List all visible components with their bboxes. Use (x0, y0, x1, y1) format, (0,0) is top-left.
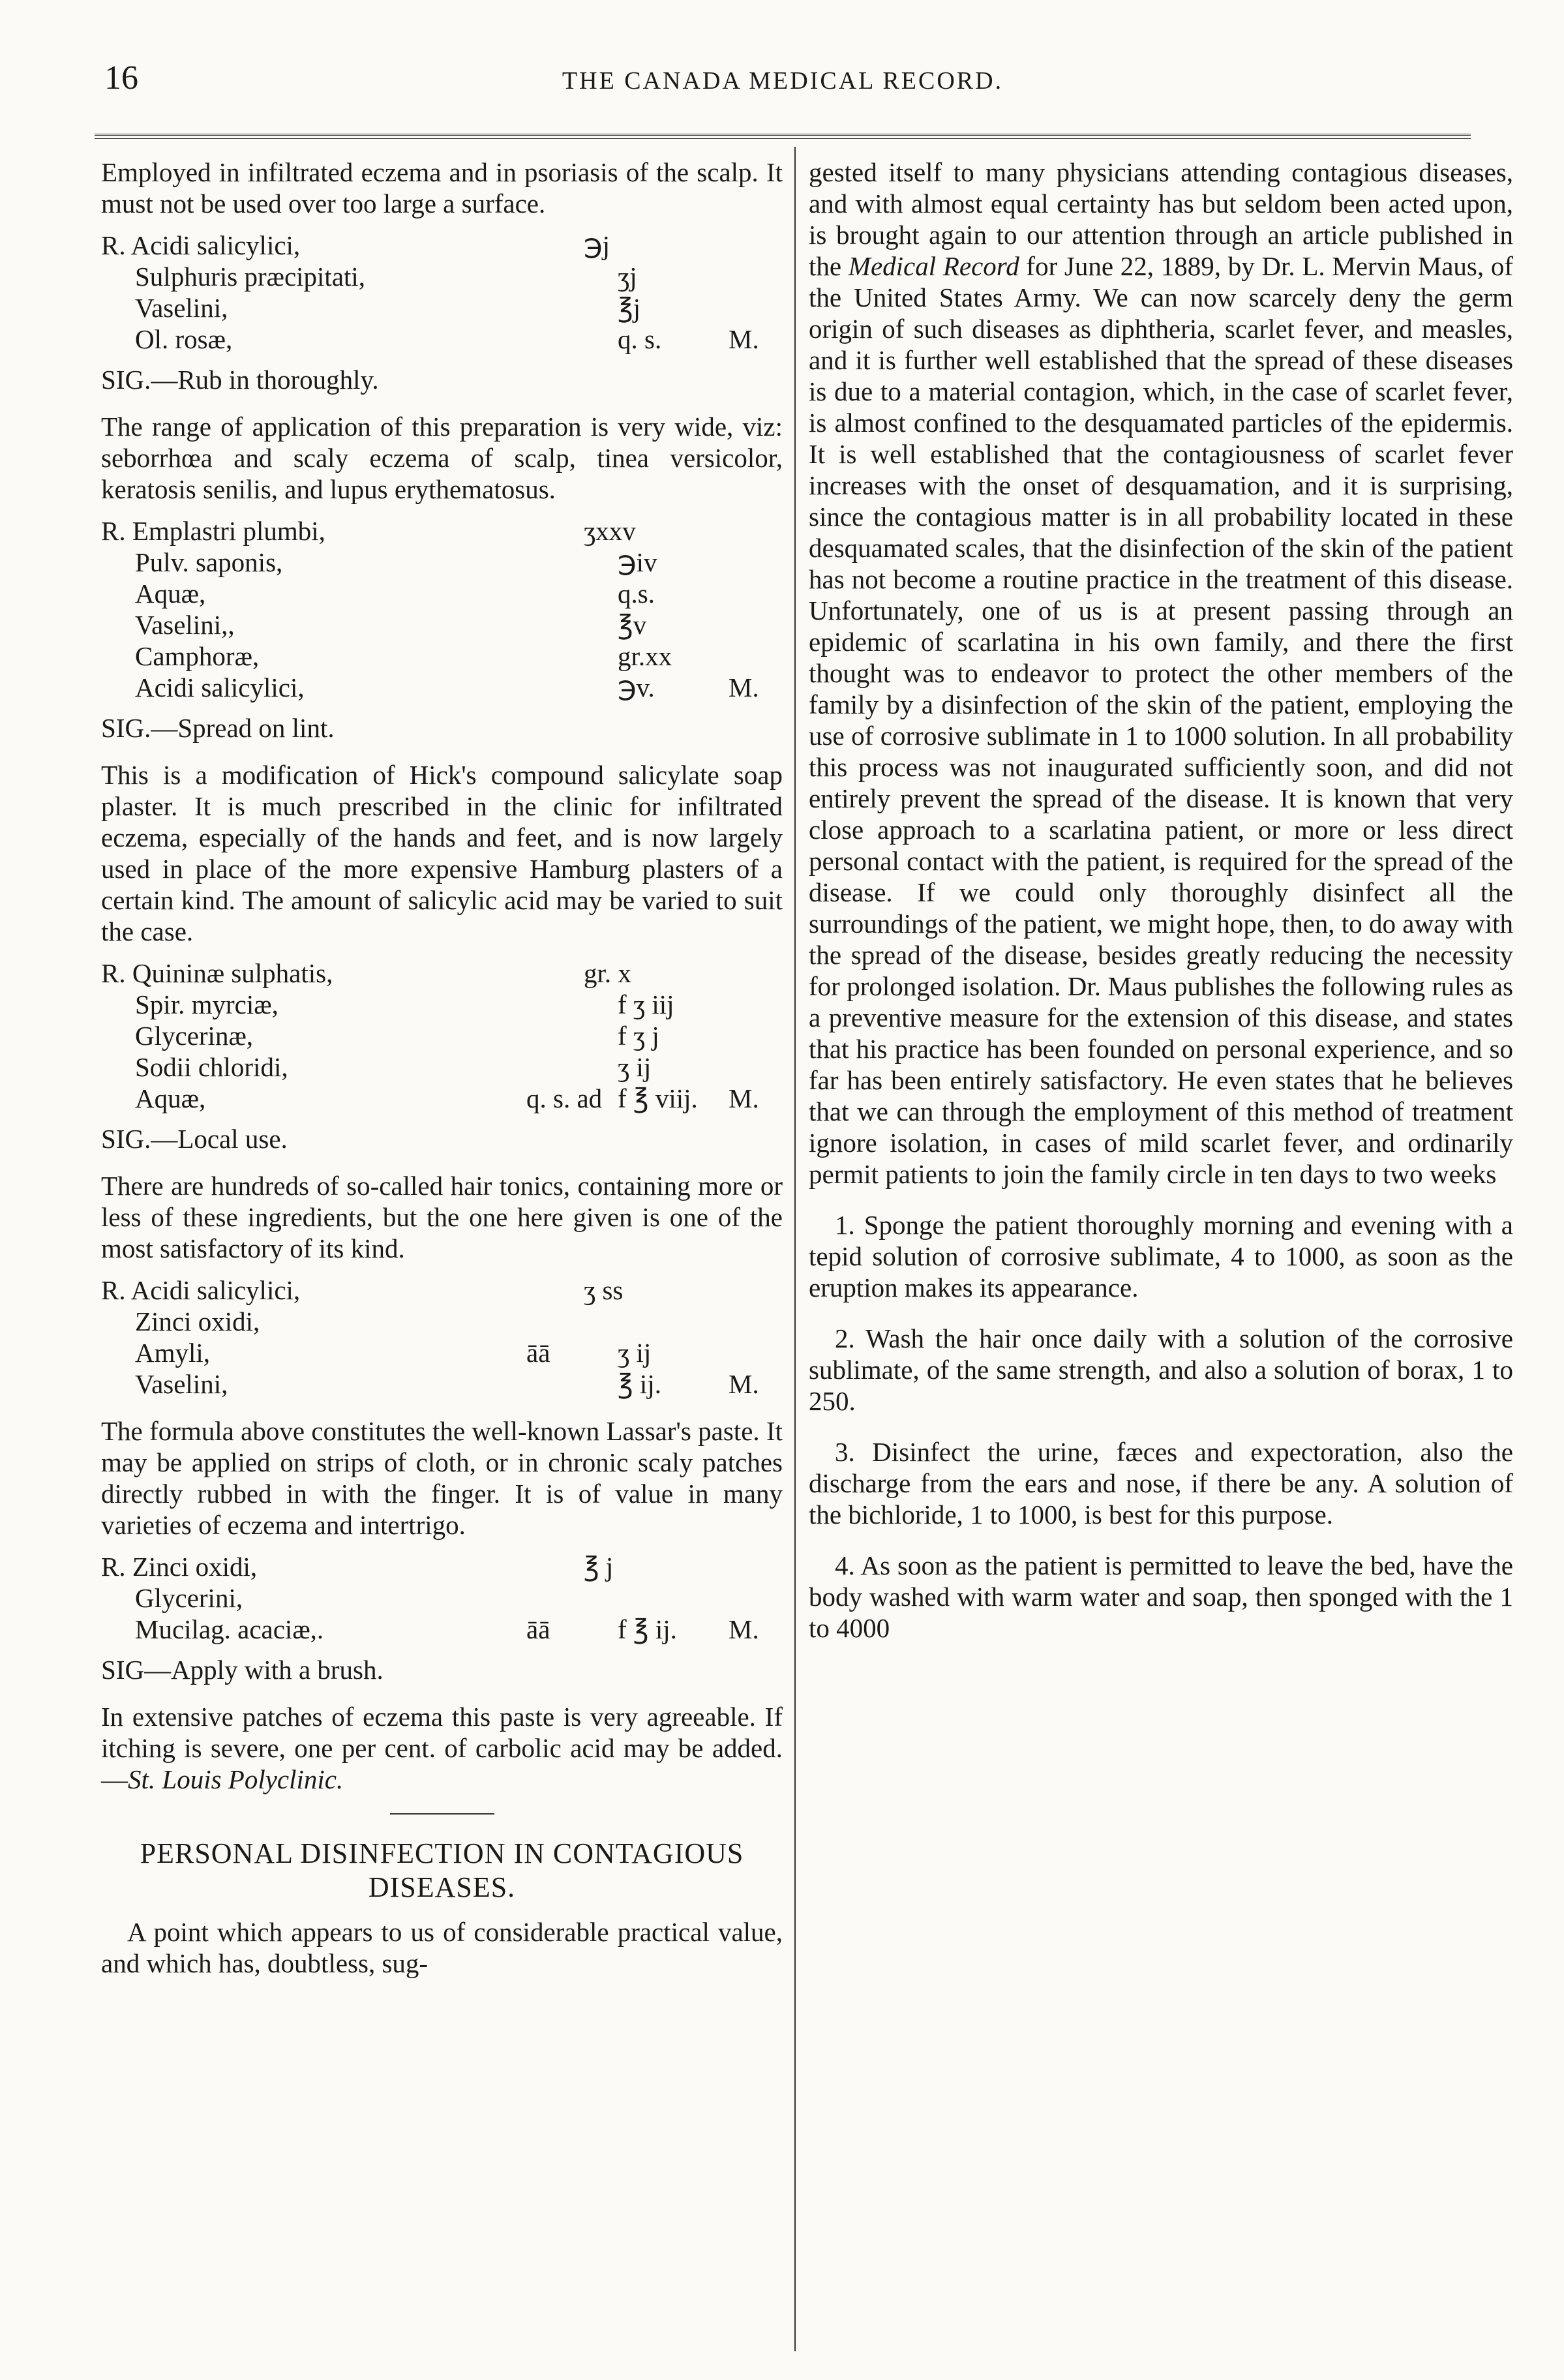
prescription (101, 957, 783, 1114)
prescription-line (101, 609, 783, 640)
prescription-aa-mark (526, 261, 618, 292)
prescription-line (101, 672, 783, 703)
prescription-quantity (618, 1582, 729, 1614)
prescription-aa-mark (526, 1582, 618, 1614)
prescription-line (101, 1051, 783, 1083)
rule-item: 2. Wash the hair once daily with a solution of the corrosive sublimate, of the same strength, and also a solution of borax, 1 to 250. (809, 1323, 1513, 1416)
prescription-aa-mark (526, 1020, 618, 1051)
prescription-ingredient: Aquæ, (135, 1083, 206, 1113)
prescription-aa-mark (526, 672, 618, 703)
prescription-misce-mark: M. (729, 1369, 759, 1399)
prescription-aa-mark (526, 1306, 618, 1337)
paragraph: The range of application of this preparation is very wide, viz: seborrhœa and scaly eczema of scalp, tinea versicolor, keratosis senilis, and lupus erythematosus. (101, 412, 783, 504)
prescription-line (101, 324, 783, 355)
prescription-line (101, 1582, 783, 1614)
prescription-ingredient: Glycerini, (135, 1583, 243, 1613)
paragraph (101, 1701, 783, 1795)
prescription-quantity: ℥ ij. (618, 1369, 661, 1399)
prescription-sig: SIG.—Spread on lint. (101, 713, 335, 743)
prescription-quantity: q. s. (618, 324, 662, 354)
prescription-quantity: ℈j (584, 230, 610, 260)
prescription-aa-mark (526, 989, 618, 1020)
right-column (809, 157, 1513, 1663)
prescription-quantity: ℈v. (618, 672, 655, 702)
source-citation: St. Louis Polyclinic. (128, 1764, 344, 1794)
prescription-ingredient: Amyli, (135, 1338, 211, 1368)
prescription-ingredient: Vaselini,, (135, 610, 235, 640)
prescription-line (101, 1274, 783, 1306)
prescription-quantity: q.s. (618, 579, 655, 609)
prescription (101, 230, 783, 355)
prescription-ingredient: Sodii chloridi, (135, 1052, 288, 1082)
prescription-quantity: ℥j (618, 293, 641, 323)
prescription-quantity: f ℥ ij. (618, 1614, 677, 1644)
section-title: PERSONAL DISINFECTION IN CONTAGIOUS DISEASES. (140, 1837, 744, 1903)
prescription-ingredient: Aquæ, (135, 579, 206, 609)
prescription-quantity: gr. x (584, 958, 631, 988)
prescription-ingredient: Pulv. saponis, (135, 547, 283, 577)
prescription-misce-mark: M. (729, 1614, 759, 1644)
prescription-line (101, 1368, 783, 1400)
prescription-ingredient: Acidi salicylici, (135, 672, 305, 702)
page-header (95, 59, 1471, 98)
prescription-ingredient: Spir. myrciæ, (135, 989, 278, 1019)
prescription-quantity (618, 1306, 729, 1337)
prescription-aa-mark (526, 578, 618, 609)
prescription-line (101, 1083, 783, 1114)
prescription-ingredient: R. Zinci oxidi, (101, 1552, 258, 1582)
prescription-quantity: f ℥ viij. (618, 1083, 698, 1113)
prescription-line (101, 989, 783, 1020)
prescription-misce-mark: M. (729, 1083, 759, 1113)
header-rule (95, 134, 1471, 139)
prescription-aa-mark: q. s. ad (526, 1083, 603, 1113)
prescription-ingredient: Vaselini, (135, 1369, 228, 1399)
prescription-ingredient: Glycerinæ, (135, 1021, 254, 1051)
prescription-aa-mark (526, 609, 618, 640)
prescription-ingredient: Ol. rosæ, (135, 324, 233, 354)
prescription-quantity: gr.xx (618, 641, 672, 671)
prescription-line (101, 640, 783, 672)
prescription-aa-mark (492, 957, 584, 989)
prescription-quantity: ʒxxv (584, 516, 636, 546)
paragraph: Employed in infiltrated eczema and in psoriasis of the scalp. It must not be used over too large a surface. (101, 157, 783, 218)
prescription-aa-mark (526, 1051, 618, 1083)
paragraph: The formula above constitutes the well-known Lassar's paste. It may be applied on strips of cloth, or in chronic scaly patches directly rubbed in with the finger. It is of value in many varieties of eczema and intertrigo. (101, 1416, 783, 1540)
prescription (101, 515, 783, 703)
prescription-sig: SIG.—Rub in thoroughly. (101, 365, 379, 395)
prescription-ingredient: Vaselini, (135, 293, 228, 323)
prescription-sig: SIG.—Local use. (101, 1124, 288, 1154)
prescription-aa-mark (526, 324, 618, 355)
left-column (101, 157, 783, 1989)
paragraph-text: In extensive patches of eczema this paste is very agreeable. If itching is severe, one per cent. of carbolic acid may be added.— (101, 1702, 783, 1794)
prescription-ingredient: R. Quininæ sulphatis, (101, 958, 333, 988)
prescription (101, 1551, 783, 1645)
prescription-misce-mark: M. (729, 672, 759, 702)
prescription-ingredient: Sulphuris præcipitati, (135, 262, 366, 292)
prescription-line (101, 1551, 783, 1582)
prescription-quantity: ℥v (618, 610, 647, 640)
paragraph (809, 157, 1513, 1190)
prescription-aa-mark (526, 547, 618, 578)
rule-item: 4. As soon as the patient is permitted to leave the bed, have the body washed with warm water and soap, then sponged with the 1 to 4000 (809, 1550, 1513, 1643)
prescription-line (101, 230, 783, 261)
column-divider (794, 147, 796, 2351)
prescription-line (101, 1020, 783, 1051)
prescription-ingredient: Zinci oxidi, (135, 1306, 260, 1336)
section-separator (390, 1813, 494, 1815)
prescription-ingredient: R. Emplastri plumbi, (101, 516, 325, 546)
prescription-line (101, 292, 783, 324)
prescription-quantity: f ʒ j (618, 1021, 659, 1051)
rule-item: 3. Disinfect the urine, fæces and expectoration, also the discharge from the ears and nose, if there be any. A solution of the bichloride, 1 to 1000, is best for this purpose. (809, 1437, 1513, 1529)
prescription-quantity: f ʒ iij (618, 989, 674, 1019)
prescription-quantity: ʒ ij (618, 1338, 652, 1368)
rule-item: 1. Sponge the patient thoroughly morning and evening with a tepid solution of corrosive sublimate, 4 to 1000, as soon as the eruption makes its appearance. (809, 1210, 1513, 1303)
page-number: 16 (104, 59, 138, 97)
prescription-line (101, 1614, 783, 1645)
paragraph-text: gested itself to many physicians attending contagious diseases, and with almost equal certainty has but seldom been acted upon, is brought again to our attention through an article published in the (809, 157, 1513, 281)
prescription-aa-mark (492, 515, 584, 547)
prescription-aa-mark: āā (526, 1614, 550, 1644)
prescription-ingredient: Camphoræ, (135, 641, 260, 671)
prescription-misce-mark: M. (729, 324, 759, 354)
prescription-quantity: ʒ ss (584, 1275, 624, 1305)
paragraph: This is a modification of Hick's compound salicylate soap plaster. It is much prescribed in the clinic for infiltrated eczema, especially of the hands and feet, and is now largely used in place of the more expensive Hamburg plasters of a certain kind. The amount of salicylic acid may be varied to suit the case. (101, 760, 783, 946)
prescription (101, 1274, 783, 1400)
prescription-line (101, 957, 783, 989)
prescription-ingredient: R. Acidi salicylici, (101, 230, 301, 260)
paragraph-text: for June 22, 1889, by Dr. L. Mervin Maus, of the United States Army. We can now scarcely deny the germ origin of such diseases as diphtheria, scarlet fever, and measles, and it is further well established that the spread of these diseases is due to a material contagion, which, in the case of scarlet fever, is almost confined to the desquamated particles of the epidermis. It is well established that the contagiousness of scarlet fever increases with the onset of desquamation, and it is surprising, since the contagious matter is in all probability located in these desquamated scales, that the disinfection of the skin of the patient has not become a routine practice in the treatment of this disease. Unfortunately, one of us is at present passing through an epidemic of scarlatina in his own family, and there the first thought was to endeavor to protect the other members of the family by a disinfection of the skin of the patient, employing the use of corrosive sublimate in 1 to 1000 solution. In all probability this process was not inaugurated sufficiently soon, and did not entirely prevent the spread of the disease. It is known that very close approach to a scarlatina patient, or more or less direct personal contact with the patient, is required for the spread of the disease. If we could only thoroughly disinfect all the surroundings of the patient, we might hope, then, to do away with the spread of the disease, besides greatly reducing the necessity for prolonged isolation. Dr. Maus publishes the following rules as a preventive measure for the extension of this disease, and states that his practice has been founded on personal experience, and so far has been entirely satisfactory. He even states that he believes that we can through the employment of this method of treatment ignore isolation, in cases of mild scarlet fever, and ordinarily permit patients to join the family circle in ten days to two weeks (809, 251, 1513, 1189)
prescription-aa-mark (526, 640, 618, 672)
prescription-aa-mark (526, 1368, 618, 1400)
prescription-aa-mark (492, 1551, 584, 1582)
prescription-ingredient: R. Acidi salicylici, (101, 1275, 301, 1305)
paragraph: A point which appears to us of considerable practical value, and which has, doubtless, sug- (101, 1917, 783, 1978)
prescription-line (101, 261, 783, 292)
prescription-line (101, 547, 783, 578)
prescription-line (101, 578, 783, 609)
prescription-aa-mark (492, 1274, 584, 1306)
journal-reference: Medical Record (848, 251, 1019, 281)
prescription-line (101, 515, 783, 547)
prescription-quantity: ʒ ij (618, 1052, 652, 1082)
prescription-sig: SIG—Apply with a brush. (101, 1655, 383, 1685)
prescription-line (101, 1337, 783, 1368)
prescription-ingredient: Mucilag. acaciæ,. (135, 1614, 324, 1644)
prescription-line (101, 1306, 783, 1337)
journal-title: THE CANADA MEDICAL RECORD. (562, 67, 1004, 95)
prescription-aa-mark (492, 230, 584, 261)
prescription-quantity: ℥ j (584, 1552, 614, 1582)
prescription-aa-mark (526, 292, 618, 324)
prescription-quantity: ℈iv (618, 547, 657, 577)
paragraph: There are hundreds of so-called hair tonics, containing more or less of these ingredients, but the one here given is one of the most satisfactory of its kind. (101, 1171, 783, 1263)
prescription-aa-mark: āā (526, 1338, 550, 1368)
prescription-quantity: ʒj (618, 262, 637, 292)
